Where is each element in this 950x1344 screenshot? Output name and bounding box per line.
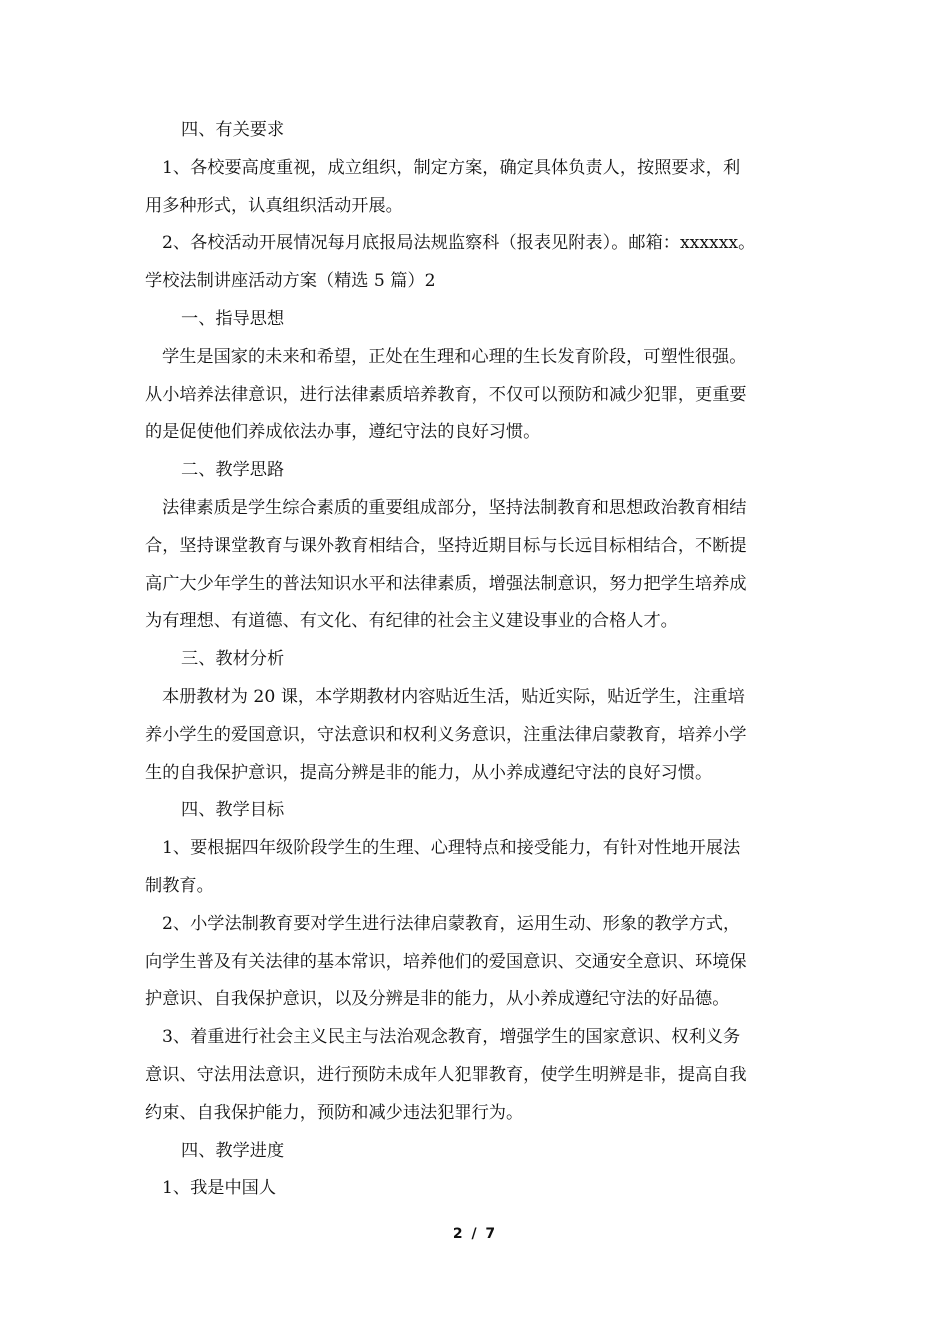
paragraph-continuation: 生的自我保护意识，提高分辨是非的能力，从小养成遵纪守法的良好习惯。 <box>145 762 713 783</box>
paragraph-line: 1、我是中国人 <box>162 1178 277 1199</box>
paragraph-line: 3、着重进行社会主义民主与法治观念教育，增强学生的国家意识、权利义务 <box>162 1027 741 1048</box>
paragraph-line: 学生是国家的未来和希望，正处在生理和心理的生长发育阶段，可塑性很强。 <box>162 346 747 367</box>
paragraph-line: 2、各校活动开展情况每月底报局法规监察科（报表见附表）。邮箱：xxxxxx。 <box>162 233 756 254</box>
section-heading: 四、教学目标 <box>181 800 285 821</box>
paragraph-line: 1、各校要高度重视，成立组织，制定方案，确定具体负责人，按照要求，利 <box>162 157 741 178</box>
paragraph-line: 2、小学法制教育要对学生进行法律启蒙教育，运用生动、形象的教学方式， <box>162 913 741 934</box>
page-number: 2 / 7 <box>452 1226 498 1242</box>
paragraph-continuation: 意识、守法用法意识，进行预防未成年人犯罪教育，使学生明辨是非，提高自我 <box>145 1064 747 1085</box>
paragraph-continuation: 护意识、自我保护意识，以及分辨是非的能力，从小养成遵纪守法的好品德。 <box>145 989 730 1010</box>
paragraph-continuation: 为有理想、有道德、有文化、有纪律的社会主义建设事业的合格人才。 <box>145 611 678 632</box>
paragraph-continuation: 养小学生的爱国意识，守法意识和权利义务意识，注重法律启蒙教育，培养小学 <box>145 724 747 745</box>
paragraph-line: 本册教材为 20 课，本学期教材内容贴近生活，贴近实际，贴近学生，注重培 <box>162 686 745 707</box>
section-heading: 三、教材分析 <box>181 649 285 670</box>
section-heading: 四、有关要求 <box>181 120 285 140</box>
paragraph-continuation: 从小培养法律意识，进行法律素质培养教育，不仅可以预防和减少犯罪，更重要 <box>145 384 747 405</box>
paragraph-continuation: 的是促使他们养成依法办事，遵纪守法的良好习惯。 <box>145 422 541 443</box>
document-body <box>145 112 810 1208</box>
paragraph-continuation: 制教育。 <box>145 875 214 896</box>
paragraph-continuation: 约束、自我保护能力，预防和减少违法犯罪行为。 <box>145 1102 524 1123</box>
paragraph-line: 法律素质是学生综合素质的重要组成部分，坚持法制教育和思想政治教育相结 <box>162 497 747 518</box>
paragraph-continuation: 高广大少年学生的普法知识水平和法律素质，增强法制意识，努力把学生培养成 <box>145 573 747 594</box>
document-title-line: 学校法制讲座活动方案（精选 5 篇）2 <box>145 271 436 292</box>
section-heading: 二、教学思路 <box>181 460 285 481</box>
paragraph-continuation: 向学生普及有关法律的基本常识，培养他们的爱国意识、交通安全意识、环境保 <box>145 951 747 972</box>
paragraph-continuation: 用多种形式，认真组织活动开展。 <box>145 195 403 216</box>
section-heading: 一、指导思想 <box>181 308 285 329</box>
paragraph-continuation: 合，坚持课堂教育与课外教育相结合，坚持近期目标与长远目标相结合，不断提 <box>145 535 747 556</box>
paragraph-line: 1、要根据四年级阶段学生的生理、心理特点和接受能力，有针对性地开展法 <box>162 838 741 859</box>
section-heading: 四、教学进度 <box>181 1140 285 1161</box>
